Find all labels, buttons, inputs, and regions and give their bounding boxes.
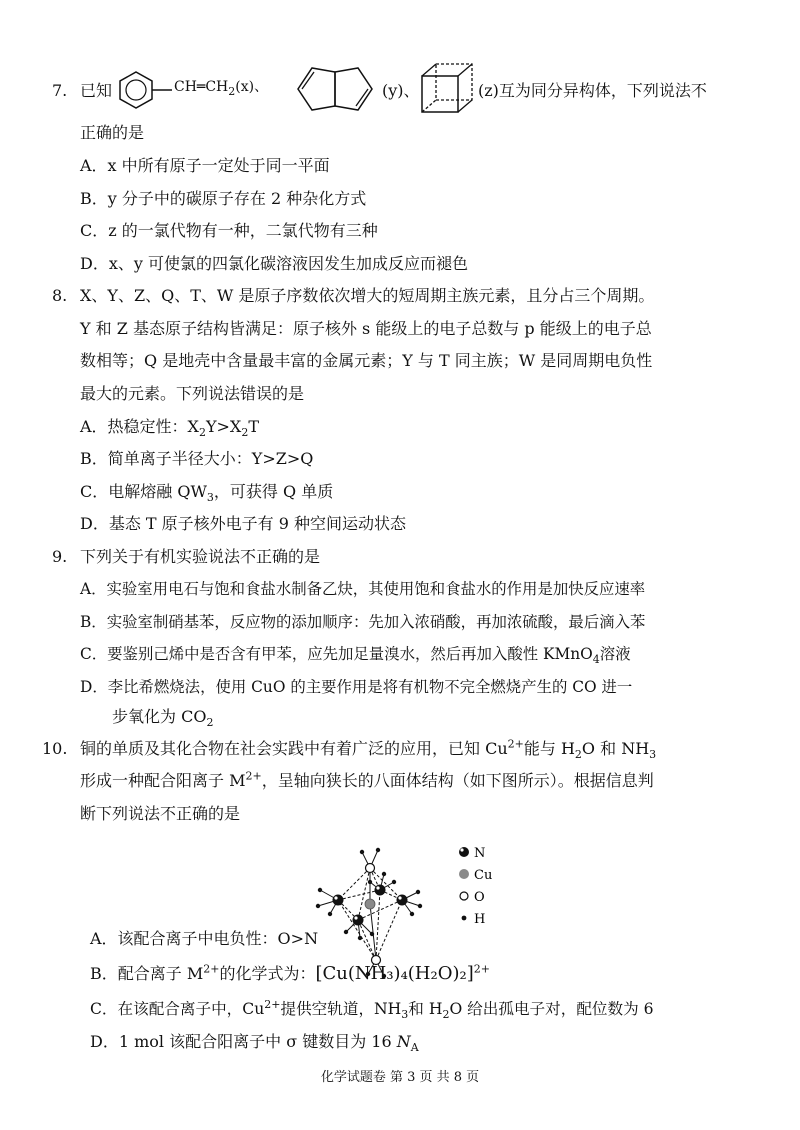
q9-option-a: A．实验室用电石与饱和食盐水制备乙炔，其使用饱和食盐水的作用是加快反应速率	[80, 580, 646, 598]
q10-option-d: D．1 mol 该配合阳离子中 σ 键数目为 16 $N_A$	[90, 1032, 419, 1055]
legend-n-label: N	[474, 846, 486, 861]
q7-intro: 已知	[80, 81, 113, 100]
q9-option-d-line1: D．李比希燃烧法，使用 CuO 的主要作用是将有机物不完全燃烧产生的 CO 进一	[80, 678, 633, 696]
styrene-structure-icon	[114, 68, 174, 114]
q7-option-a: A．x 中所有原子一定处于同一平面	[80, 156, 330, 175]
legend-cu-label: Cu	[474, 868, 493, 883]
q10-stem-line2: 形成一种配合阳离子 $M^{2+}$，呈轴向狭长的八面体结构（如下图所示）。根据信息判	[80, 769, 654, 790]
cubane-structure-icon	[418, 60, 478, 116]
q10-option-a: A．该配合离子中电负性：O>N	[90, 929, 319, 948]
legend-h-label: H	[474, 912, 486, 927]
q9-option-c: C．要鉴别己烯中是否含有甲苯，应先加足量溴水，然后再加入酸性 KMnO$_4$溶液	[80, 645, 631, 667]
q10-stem-line3: 断下列说法不正确的是	[80, 804, 241, 823]
q10-option-c: C．在该配合离子中，$Cu^{2+}$提供空轨道，$NH_3$和 $H_2O$ 给出孤电子对，配位数为 6	[90, 997, 654, 1022]
q9-stem: 下列关于有机实验说法不正确的是	[80, 547, 321, 566]
q10-stem-line1: 铜的单质及其化合物在社会实践中有着广泛的应用，已知 $Cu^{2+}$能与 $H_2O$ 和 $NH_3$	[80, 737, 657, 762]
q9-option-d-line2: 步氧化为 $CO_2$	[112, 707, 214, 730]
q9-option-b: B．实验室制硝基苯，反应物的添加顺序：先加入浓硝酸，再加浓硫酸，最后滴入苯	[80, 613, 646, 631]
q7-y-label: (y)、	[382, 81, 420, 100]
bicyclic-diene-structure-icon	[290, 62, 380, 116]
q10-number: 10.	[42, 739, 68, 758]
q7-x-group: $CH═CH_2(x)$、	[174, 79, 269, 98]
q7-option-c: C．z 的一氯代物有一种，二氯代物有三种	[80, 221, 378, 240]
q7-option-b: B．y 分子中的碳原子存在 2 种杂化方式	[80, 189, 367, 208]
q7-number: 7.	[52, 81, 68, 100]
q8-option-c: C．电解熔融 $QW_3$，可获得 Q 单质	[80, 482, 334, 505]
q8-option-a: A．热稳定性：$X_2Y>X_2T$	[80, 417, 259, 440]
q8-option-b: B．简单离子半径大小：Y>Z>Q	[80, 449, 314, 468]
page-footer: 化学试题卷 第 3 页 共 8 页	[320, 1070, 480, 1085]
legend-o-label: O	[474, 890, 485, 905]
diagram-legend	[459, 846, 492, 927]
q8-stem-line4: 最大的元素。下列说法错误的是	[80, 384, 305, 403]
q7-option-d: D．x、y 可使氯的四氯化碳溶液因发生加成反应而褪色	[80, 254, 468, 273]
q9-number: 9.	[52, 547, 68, 566]
q8-option-d: D．基态 T 原子核外电子有 9 种空间运动状态	[80, 514, 407, 533]
q10-option-b: B．配合离子 $M^{2+}$的化学式为：$[Cu(NH_3)_4(H_2O)_2]^{2+}$	[90, 962, 490, 984]
q8-stem-line2: Y 和 Z 基态原子结构皆满足：原子核外 s 能级上的电子总数与 p 能级上的电子总	[80, 319, 652, 338]
q8-number: 8.	[52, 286, 68, 305]
q8-stem-line1: X、Y、Z、Q、T、W 是原子序数依次增大的短周期主族元素，且分占三个周期。	[80, 286, 655, 305]
q8-stem-line3: 数相等；Q 是地壳中含量最丰富的金属元素；Y 与 T 同主族；W 是同周期电负性	[80, 351, 653, 370]
q7-tail: (z)互为同分异构体，下列说法不	[478, 81, 707, 100]
q7-stem-line2: 正确的是	[80, 123, 145, 142]
